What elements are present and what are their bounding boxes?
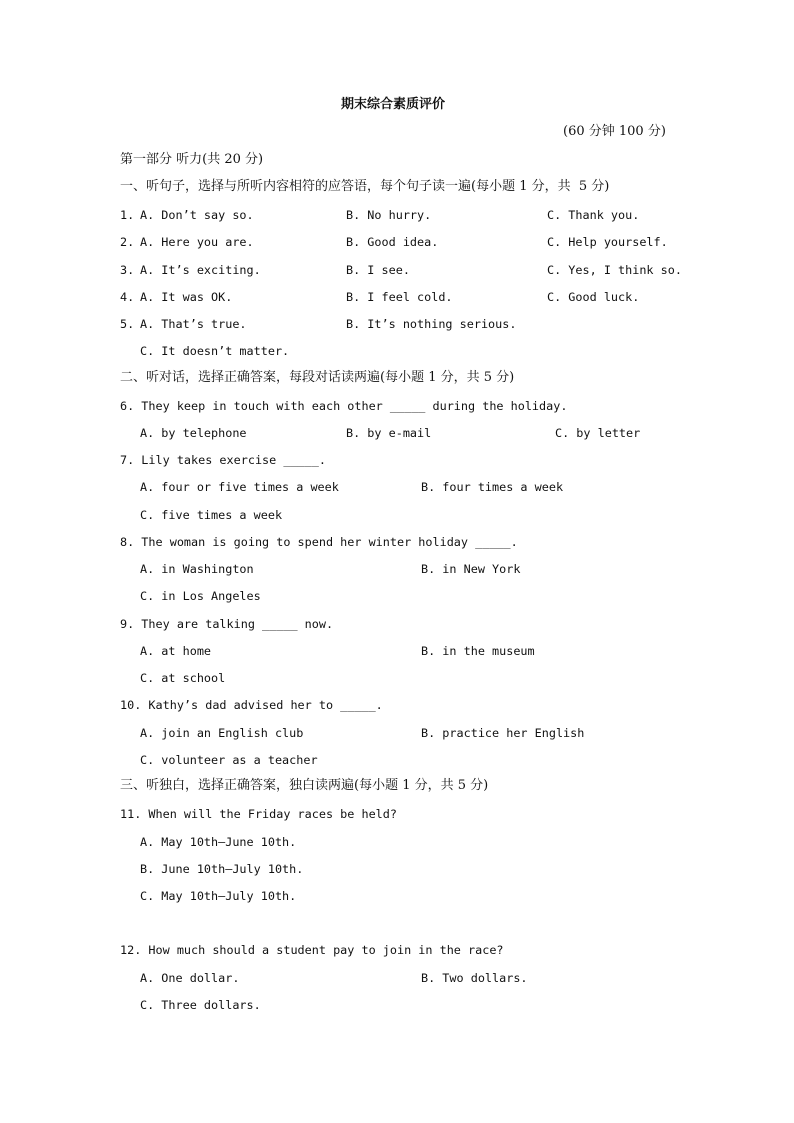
- option-a: A. by telephone: [140, 426, 247, 440]
- option-b: B. in the museum: [421, 644, 535, 658]
- option-a: A. Don’t say so.: [140, 208, 254, 222]
- option-c: C. volunteer as a teacher: [140, 753, 318, 767]
- section-heading: 一、听句子，选择与所听内容相符的应答语，每个句子读一遍(每小题 1 分，共 5 分): [120, 179, 610, 194]
- question-stem: 12. How much should a student pay to join in the race?: [120, 943, 504, 957]
- question-stem: 7. Lily takes exercise _____.: [120, 453, 326, 467]
- option-a: A. join an English club: [140, 726, 304, 740]
- option-a: A. four or five times a week: [140, 480, 339, 494]
- option-c: C. at school: [140, 671, 226, 685]
- question-stem: 9. They are talking _____ now.: [120, 617, 334, 631]
- question-stem: 10. Kathy’s dad advised her to _____.: [120, 698, 383, 712]
- option-c: C. five times a week: [140, 508, 283, 522]
- option-b: B. by e-mail: [346, 426, 432, 440]
- option-b: B. I see.: [346, 263, 410, 277]
- option-a: A. at home: [140, 644, 212, 658]
- question-stem: 8. The woman is going to spend her winter holiday _____.: [120, 535, 518, 549]
- option-b: B. June 10th—July 10th.: [140, 862, 304, 876]
- option-c: C. Thank you.: [547, 208, 640, 222]
- option-c: C. Three dollars.: [140, 998, 261, 1012]
- option-c: C. Yes, I think so.: [547, 263, 682, 277]
- option-c: C. in Los Angeles: [140, 589, 261, 603]
- option-a: A. It’s exciting.: [140, 263, 261, 277]
- page-title: 期末综合素质评价: [341, 97, 446, 112]
- question-stem: 6. They keep in touch with each other _____ during the holiday.: [120, 399, 568, 413]
- question-number: 2.: [120, 235, 135, 249]
- option-c: C. Help yourself.: [547, 235, 668, 249]
- option-c: C. May 10th—July 10th.: [140, 889, 297, 903]
- question-number: 5.: [120, 317, 135, 331]
- option-b: B. Two dollars.: [421, 971, 528, 985]
- question-number: 4.: [120, 290, 135, 304]
- question-stem: 11. When will the Friday races be held?: [120, 807, 397, 821]
- option-c: C. by letter: [555, 426, 641, 440]
- option-a: A. It was OK.: [140, 290, 233, 304]
- option-b: B. I feel cold.: [346, 290, 453, 304]
- section-heading: 二、听对话，选择正确答案，每段对话读两遍(每小题 1 分，共 5 分): [120, 370, 515, 385]
- option-a: A. One dollar.: [140, 971, 240, 985]
- option-b: B. No hurry.: [346, 208, 432, 222]
- option-a: A. That’s true.: [140, 317, 247, 331]
- option-b: B. practice her English: [421, 726, 585, 740]
- option-c: C. It doesn’t matter.: [140, 344, 290, 358]
- option-b: B. in New York: [421, 562, 521, 576]
- option-b: B. It’s nothing serious.: [346, 317, 517, 331]
- time-score-info: (60 分钟 100 分): [563, 124, 666, 139]
- question-number: 1.: [120, 208, 135, 222]
- question-number: 3.: [120, 263, 135, 277]
- option-a: A. May 10th—June 10th.: [140, 835, 297, 849]
- option-b: B. four times a week: [421, 480, 564, 494]
- option-a: A. in Washington: [140, 562, 254, 576]
- option-b: B. Good idea.: [346, 235, 439, 249]
- section-heading: 三、听独白，选择正确答案，独白读两遍(每小题 1 分，共 5 分): [120, 778, 489, 793]
- part-label: 第一部分 听力(共 20 分): [120, 152, 264, 167]
- option-a: A. Here you are.: [140, 235, 254, 249]
- option-c: C. Good luck.: [547, 290, 640, 304]
